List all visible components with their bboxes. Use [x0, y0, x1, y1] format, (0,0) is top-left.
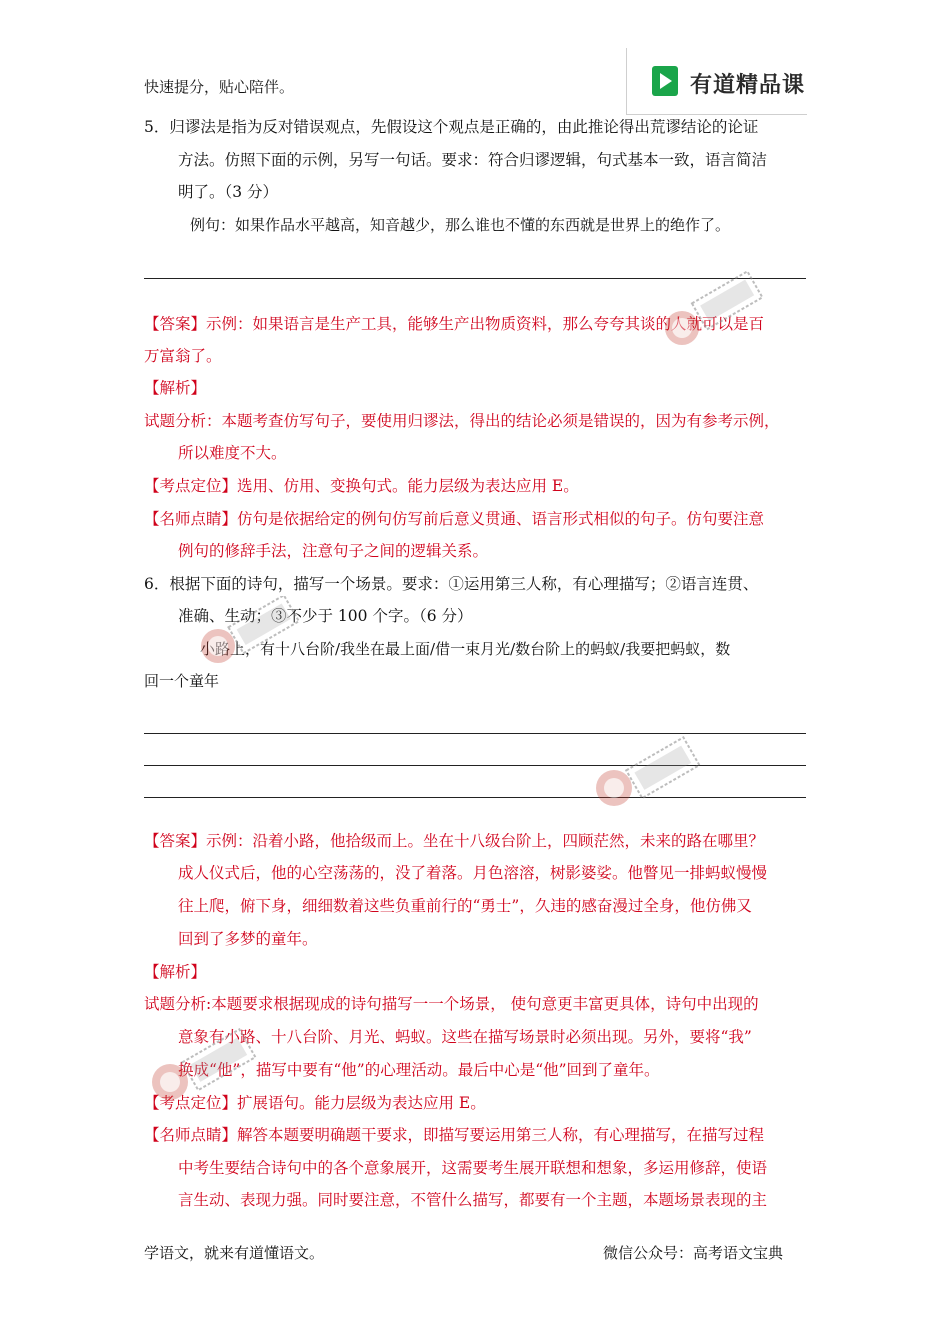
answer-line	[144, 278, 806, 279]
youdao-play-icon	[652, 66, 678, 96]
a5-answer-1: 【答案】示例：如果语言是生产工具，能够生产出物质资料，那么夸夸其谈的人就可以是百	[144, 315, 765, 333]
a5-kaodian: 【考点定位】选用、仿用、变换句式。能力层级为表达应用 E。	[144, 477, 579, 495]
answer-line	[144, 765, 806, 766]
q6-poem-1: 小路上，有十八台阶/我坐在最上面/借一束月光/数台阶上的蚂蚁/我要把蚂蚁，数	[200, 640, 731, 658]
a6-mingshi-2: 中考生要结合诗句中的各个意象展开，这需要考生展开联想和想象，多运用修辞，使语	[178, 1159, 768, 1177]
q5-line-1: 5．归谬法是指为反对错误观点，先假设这个观点是正确的，由此推论得出荒谬结论的论证	[144, 118, 759, 136]
a6-answer-2: 成人仪式后，他的心空荡荡的，没了着落。月色溶溶，树影婆娑。他瞥见一排蚂蚁慢慢	[178, 864, 768, 882]
answer-line	[144, 733, 806, 734]
q6-line-1: 6．根据下面的诗句，描写一个场景。要求：①运用第三人称，有心理描写；②语言连贯、	[144, 575, 759, 593]
logo-text: 有道精品课	[690, 73, 806, 98]
watermark-seal-icon	[660, 268, 770, 358]
footer-left: 学语文，就来有道懂语文。	[144, 1244, 325, 1262]
a6-analysis-label: 【解析】	[144, 963, 207, 981]
a5-analysis-label: 【解析】	[144, 379, 207, 397]
a5-answer-2: 万富翁了。	[144, 347, 222, 365]
a5-mingshi-2: 例句的修辞手法，注意句子之间的逻辑关系。	[178, 542, 489, 560]
a5-mingshi-1: 【名师点睛】仿句是依据给定的例句仿写前后意义贯通、语言形式相似的句子。仿句要注意	[144, 510, 765, 528]
a5-analysis-2: 所以难度不大。	[178, 444, 287, 462]
q5-line-2: 方法。仿照下面的示例，另写一句话。要求：符合归谬逻辑，句式基本一致，语言简洁	[178, 151, 768, 169]
a6-answer-3: 往上爬，俯下身，细细数着这些负重前行的“勇士”，久违的感奋漫过全身，他仿佛又	[178, 897, 752, 915]
a6-analysis-1: 试题分析:本题要求根据现成的诗句描写一一个场景， 使句意更丰富更具体，诗句中出现的	[144, 995, 759, 1013]
a6-mingshi-3: 言生动、表现力强。同时要注意，不管什么描写，都要有一个主题，本题场景表现的主	[178, 1191, 768, 1209]
q6-line-2: 准确、生动；③不少于 100 个字。（6 分）	[178, 607, 473, 625]
q5-line-3: 明了。（3 分）	[178, 183, 279, 201]
a6-analysis-2: 意象有小路、十八台阶、月光、蚂蚁。这些在描写场景时必须出现。另外，要将“我”	[178, 1028, 752, 1046]
footer-right: 微信公众号：高考语文宝典	[603, 1244, 784, 1262]
q5-example: 例句：如果作品水平越高，知音越少，那么谁也不懂的东西就是世界上的绝作了。	[190, 216, 731, 234]
a6-kaodian: 【考点定位】扩展语句。能力层级为表达应用 E。	[144, 1094, 486, 1112]
watermark-seal-icon	[590, 736, 710, 826]
a6-analysis-3: 换成“他”，描写中要有“他”的心理活动。最后中心是“他”回到了童年。	[178, 1061, 660, 1079]
a6-answer-4: 回到了多梦的童年。	[178, 930, 318, 948]
a6-mingshi-1: 【名师点睛】解答本题要明确题干要求，即描写要运用第三人称，有心理描写，在描写过程	[144, 1126, 765, 1144]
q6-poem-2: 回一个童年	[144, 672, 220, 690]
a5-analysis-1: 试题分析：本题考查仿写句子，要使用归谬法，得出的结论必须是错误的，因为有参考示例，	[144, 412, 780, 430]
answer-line	[144, 797, 806, 798]
header-slogan: 快速提分，贴心陪伴。	[144, 78, 295, 96]
a6-answer-1: 【答案】示例：沿着小路，他拾级而上。坐在十八级台阶上，四顾茫然，未来的路在哪里？	[144, 832, 765, 850]
